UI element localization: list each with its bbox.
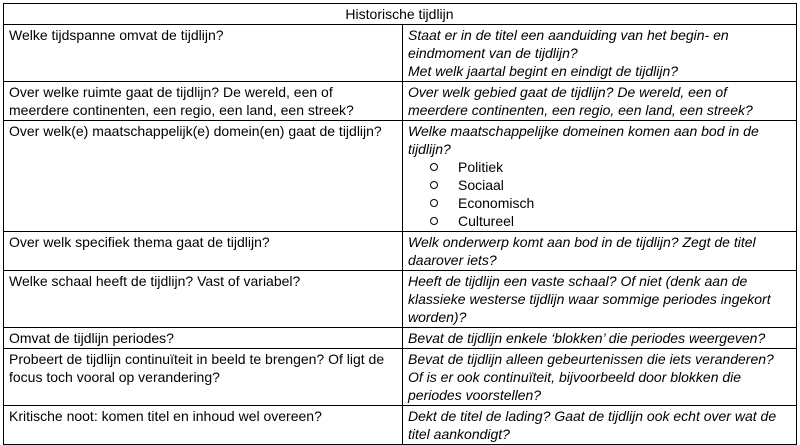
table-row xyxy=(4,271,797,328)
answer-cell xyxy=(403,349,797,406)
table-row xyxy=(4,406,797,445)
option-label: Economisch xyxy=(458,195,535,211)
answer-line: Bevat de tijdlijn enkele ‘blokken’ die periodes weergeven? xyxy=(408,330,766,346)
answer-cell xyxy=(403,25,797,82)
table-row xyxy=(4,232,797,271)
question-cell: Kritische noot: komen titel en inhoud wel overeen? xyxy=(4,406,403,445)
answer-line: Over welk gebied gaat de tijdlijn? De wereld, een of meerdere continenten, een regio, een land, een streek? xyxy=(408,84,753,118)
list-item xyxy=(430,212,790,230)
list-item xyxy=(430,194,790,212)
question-cell: Probeert de tijdlijn continuïteit in beeld te brengen? Of ligt de focus toch vooral op verandering? xyxy=(4,349,403,406)
option-label: Politiek xyxy=(458,159,504,175)
circle-bullet-icon xyxy=(430,163,438,171)
table-row xyxy=(4,328,797,349)
question-cell: Over welke ruimte gaat de tijdlijn? De wereld, een of meerdere continenten, een regio, een land, een streek? xyxy=(4,82,403,121)
timeline-analysis-table xyxy=(3,3,797,445)
list-item xyxy=(430,176,790,194)
table-row xyxy=(4,82,797,121)
question-cell: Welke tijdspanne omvat de tijdlijn? xyxy=(4,25,403,82)
answer-cell xyxy=(403,82,797,121)
answer-line: Heeft de tijdlijn een vaste schaal? Of niet (denk aan de klassieke westerse tijdlijn waar sommige periodes ingekort worden)? xyxy=(408,273,771,325)
answer-cell xyxy=(403,121,797,232)
option-label: Cultureel xyxy=(458,213,515,229)
question-cell: Over welk specifiek thema gaat de tijdlijn? xyxy=(4,232,403,271)
circle-bullet-icon xyxy=(430,217,438,225)
answer-cell xyxy=(403,232,797,271)
answer-line: Staat er in de titel een aanduiding van het begin- en eindmoment van de tijdlijn? xyxy=(408,27,729,61)
answer-line: Bevat de tijdlijn alleen gebeurtenissen die iets veranderen? Of is er ook continuïteit, bijvoorbeeld door blokken die periodes voorstellen? xyxy=(408,351,774,403)
question-cell: Omvat de tijdlijn periodes? xyxy=(4,328,403,349)
question-cell: Welke schaal heeft de tijdlijn? Vast of variabel? xyxy=(4,271,403,328)
answer-line: Met welk jaartal begint en eindigt de tijdlijn? xyxy=(408,63,679,79)
answer-cell xyxy=(403,406,797,445)
table-row xyxy=(4,349,797,406)
table-header-row xyxy=(4,4,797,25)
answer-cell xyxy=(403,328,797,349)
answer-line: Welke maatschappelijke domeinen komen aan bod in de tijdlijn? xyxy=(408,123,759,157)
list-item xyxy=(430,158,790,176)
circle-bullet-icon xyxy=(430,199,438,207)
domain-options-list xyxy=(408,158,790,230)
answer-line: Dekt de titel de lading? Gaat de tijdlijn ook echt over wat de titel aankondigt? xyxy=(408,408,777,442)
table-row xyxy=(4,121,797,232)
question-cell: Over welk(e) maatschappelijk(e) domein(en) gaat de tijdlijn? xyxy=(4,121,403,232)
answer-cell xyxy=(403,271,797,328)
answer-line: Welk onderwerp komt aan bod in de tijdlijn? Zegt de titel daarover iets? xyxy=(408,234,756,268)
table-title: Historische tijdlijn xyxy=(4,4,797,25)
circle-bullet-icon xyxy=(430,181,438,189)
table-row xyxy=(4,25,797,82)
option-label: Sociaal xyxy=(458,177,504,193)
